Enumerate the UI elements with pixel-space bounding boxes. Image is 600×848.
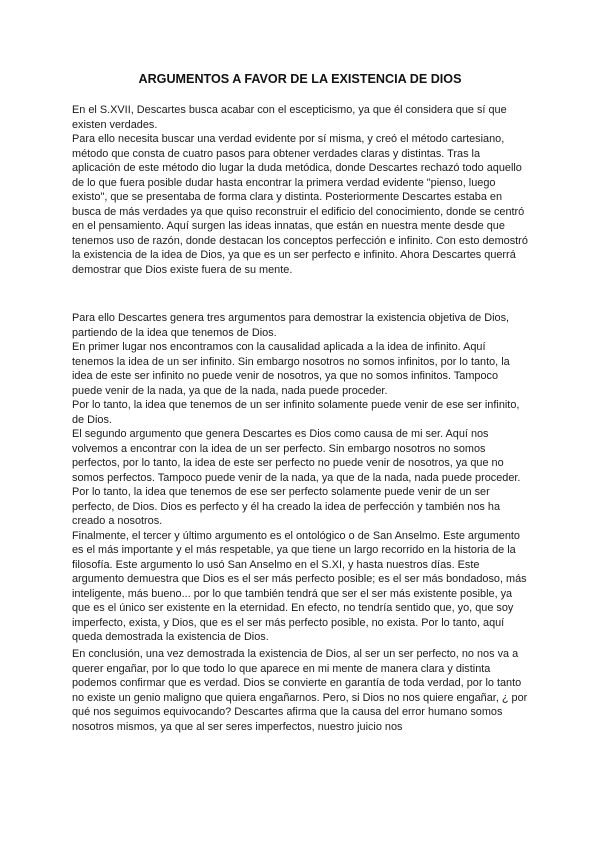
text-line: Por lo tanto, la idea que tenemos de un ser infinito solamente puede venir de ese ser infinito, de Dios. — [72, 399, 520, 426]
paragraph-arguments — [72, 311, 528, 645]
text-line: Para ello Descartes genera tres argumentos para demostrar la existencia objetiva de Dios, partiendo de la idea que tenemos de Dios. — [72, 312, 510, 339]
paragraph-introduction — [72, 103, 528, 277]
text-line: Finalmente, el tercer y último argumento es el ontológico o de San Anselmo. Este argumento es el más importante y el más respetable, ya que tiene un largo recorrido en la historia de la filosofía. Este argumento lo usó San Anselmo en el S.XI, y hasta nuestros días. Este argumento demuestra que Dios es el ser más perfecto posible; es el ser más bondadoso, más inteligente, más bueno... por lo que también tendrá que ser el ser más existente posible, ya que es el único ser existente en la eternidad. En efecto, no tendría sentido que, yo, que soy imperfecto, exista, y Dios, que es el ser más perfecto posible, no exista. Por lo tanto, aquí queda demostrada la existencia de Dios. — [72, 529, 527, 643]
text-line: En conclusión, una vez demostrada la existencia de Dios, al ser un ser perfecto, no nos va a querer engañar, por lo que todo lo que aparece en mi mente de manera clara y distinta podemos confirmar que es verdad. Dios se convierte en garantía de toda verdad, por lo tanto no existe un genio maligno que quiera engañarnos. Pero, si Dios no nos quiere engañar, ¿ por qué nos seguimos equivocando? Descartes afirma que la causa del error humano somos nosotros mismos, ya que al ser seres imperfectos, nuestro juicio nos — [72, 648, 528, 733]
text-line: En el S.XVII, Descartes busca acabar con el escepticismo, ya que él considera que sí que existen verdades. — [72, 104, 507, 131]
text-line: En primer lugar nos encontramos con la causalidad aplicada a la idea de infinito. Aquí tenemos la idea de un ser infinito. Sin embargo nosotros no somos infinitos, por lo tanto, la idea de este ser infinito no puede venir de nosotros, ya que no somos infinitos. Tampoco puede venir de la nada, ya que de la nada, nada puede proceder. — [72, 341, 510, 397]
text-line: Para ello necesita buscar una verdad evidente por sí misma, y creó el método cartesiano, método que consta de cuatro pasos para obtener verdades claras y distintas. Tras la aplicación de este método dio lugar la duda metódica, donde Descartes rechazó todo aquello de lo que fuera posible dudar hasta encontrar la primera verdad evidente "pienso, luego existo", que se presentaba de forma clara y distinta. Posteriormente Descartes estaba en busca de más verdades ya que quiso reconstruir el edificio del conocimiento, donde se centró en el pensamiento. Aquí surgen las ideas innatas, que están en nuestra mente desde que tenemos uso de razón, donde destacan los conceptos perfección e infinito. Con esto demostró la existencia de la idea de Dios, ya que es un ser perfecto e infinito. Ahora Descartes querrá demostrar que Dios existe fuera de su mente. — [72, 133, 528, 276]
page-title: ARGUMENTOS A FAVOR DE LA EXISTENCIA DE DIOS — [138, 72, 462, 86]
paragraph-conclusion — [72, 647, 528, 734]
text-line: El segundo argumento que genera Descartes es Dios como causa de mi ser. Aquí nos volvemos a encontrar con la idea de un ser perfecto. Sin embargo nosotros no somos perfectos, por lo tanto, la idea de este ser perfecto no puede venir de nosotros, ya que no somos perfectos. Tampoco puede venir de la nada, ya que de la nada, nada puede proceder. Por lo tanto, la idea que tenemos de ese ser perfecto solamente puede venir de un ser perfecto, de Dios. Dios es perfecto y él ha creado la idea de perfección y también nos ha creado a nosotros. — [72, 428, 521, 527]
